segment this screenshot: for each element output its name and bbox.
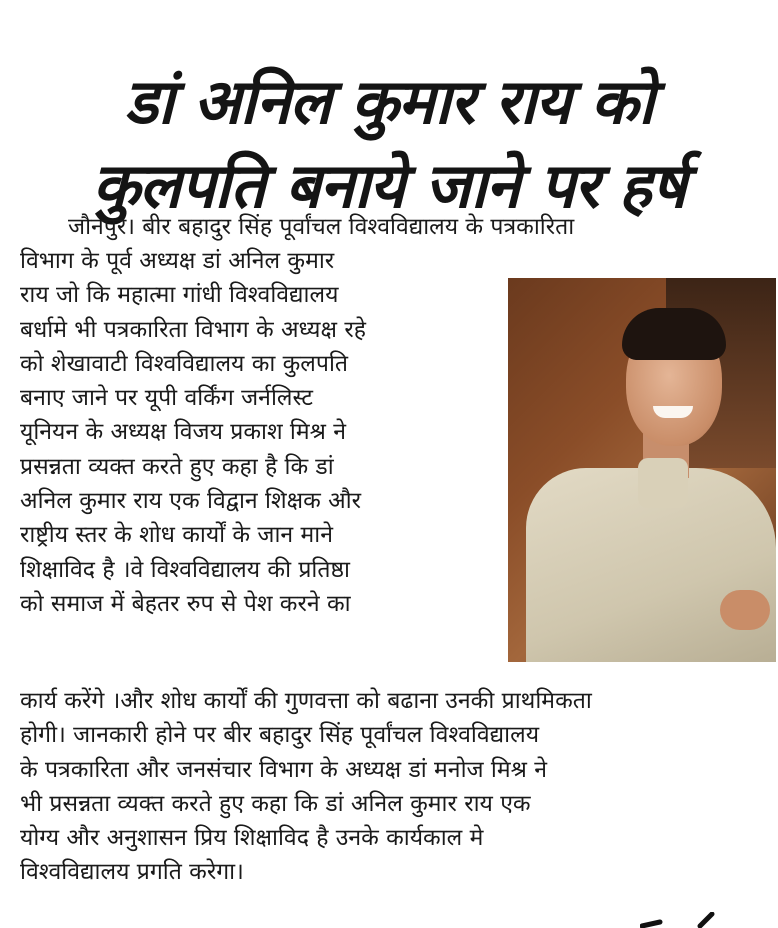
text-line: को शेखावाटी विश्वविद्यालय का कुलपति bbox=[20, 350, 349, 377]
text-line: अनिल कुमार राय एक विद्वान शिक्षक और bbox=[20, 488, 362, 515]
photo-hair bbox=[622, 308, 726, 360]
article-lead: जौनपुर। बीर बहादुर सिंह पूर्वांचल विश्वविद्यालय के पत्रकारिता bbox=[68, 214, 575, 240]
article-full-width-text bbox=[20, 684, 775, 890]
text-line: शिक्षाविद है ।वे विश्वविद्यालय की प्रतिष्ठा bbox=[20, 556, 350, 583]
photo-smile bbox=[653, 406, 693, 418]
text-line: बर्धामे भी पत्रकारिता विभाग के अध्यक्ष रहे bbox=[20, 316, 366, 343]
text-line: कार्य करेंगे ।और शोध कार्यों की गुणवत्ता को बढाना उनकी प्राथमिकता bbox=[20, 688, 592, 714]
article-column-text bbox=[20, 244, 500, 621]
text-line: विश्वविद्यालय प्रगति करेगा। bbox=[20, 859, 244, 886]
headline bbox=[0, 60, 778, 228]
text-line: के पत्रकारिता और जनसंचार विभाग के अध्यक्ष डां मनोज मिश्र ने bbox=[20, 756, 547, 783]
text-line: बनाए जाने पर यूपी वर्किंग जर्नलिस्ट bbox=[20, 385, 314, 412]
text-line: भी प्रसन्नता व्यक्त करते हुए कहा कि डां अनिल कुमार राय एक bbox=[20, 790, 531, 817]
headline-line-1: डां अनिल कुमार राय को bbox=[124, 64, 654, 138]
ink-mark bbox=[640, 912, 730, 928]
text-line: को समाज में बेहतर रुप से पेश करने का bbox=[20, 590, 351, 617]
text-line: होगी। जानकारी होने पर बीर बहादुर सिंह पूर्वांचल विश्वविद्यालय bbox=[20, 722, 540, 749]
photo-hand bbox=[720, 590, 770, 630]
text-line: राय जो कि महात्मा गांधी विश्वविद्यालय bbox=[20, 282, 339, 309]
text-line: प्रसन्नता व्यक्त करते हुए कहा है कि डां bbox=[20, 453, 334, 480]
portrait-photo bbox=[508, 278, 776, 662]
text-line: यूनियन के अध्यक्ष विजय प्रकाश मिश्र ने bbox=[20, 419, 347, 446]
text-line: राष्ट्रीय स्तर के शोध कार्यों के जान माने bbox=[20, 522, 333, 549]
text-line: योग्य और अनुशासन प्रिय शिक्षाविद है उनके कार्यकाल मे bbox=[20, 825, 484, 852]
photo-collar bbox=[638, 458, 688, 508]
headline-line-2: कुलपति बनाये जाने पर हर्ष bbox=[92, 148, 686, 222]
text-line: विभाग के पूर्व अध्यक्ष डां अनिल कुमार bbox=[20, 248, 335, 274]
